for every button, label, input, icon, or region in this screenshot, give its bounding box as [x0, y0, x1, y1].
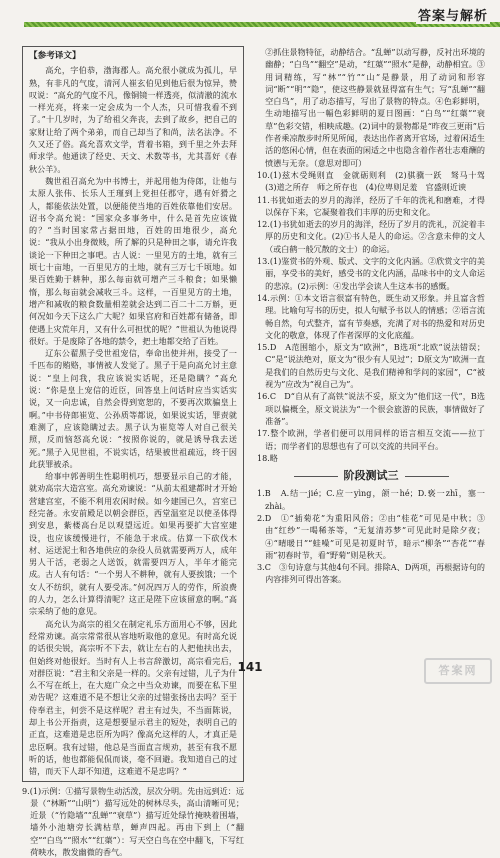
answer-item: 18.略 — [257, 452, 278, 463]
answer-item: 16.C D“自从有了高铁”说法不妥，原文为“他们这一代”，B选项以偏概全，原文说法为“一个很会旅游的民族，事情做好了准备”。 — [257, 391, 485, 426]
answer-item: 17.整个欧洲，学者们便可以用同样的语言相互交流——拉丁语；而学者们的思想也有了可以交流的共同平台。 — [257, 428, 485, 451]
answer-item: ②抓住景物特征，动静结合。“乱蝉”以动写静，反衬出环境的幽静；“白鸟”“翻空”是动，“红蕖”“照水”是静，动静相宜。③用词精练，写“林”“竹”“山”是静景，用了动词和形容词“断”“明”“隐”，使这些静景就显得富有生气；写“乱蝉”“翻空白鸟”，用了动态描写，写出了景物的特点。④色彩鲜明，生动地描写出一幅色彩鲜明的夏日图画：“白鸟”“红蕖”“衰草”色彩交错，相映成趣。(2)词中的景物都是“昨夜三更雨”后作者乘凉散步时所见所闻，表达出作者离开官场，过着闲适生活的悠闲心情，但在表面的闲适之中也隐含着作者壮志难酬的愤懑与无奈。（意思对即可） — [265, 47, 485, 168]
answer-item: 1.B A.结一jié；C.应一yìng，颌一hé；D.亵一zhī，塞一zhài。 — [257, 488, 485, 511]
translation-paragraph: 辽东公翟黑子受世祖宠信，奉命出使并州，接受了一千匹布的贿赂，事情被人发觉了。黑子于是向高允讨主意说：“皇上问我，我应该说实话呢，还是隐瞒？”高允说：“你是皇上宠信的近臣，回答皇上问话时应当实话实说，又一向忠诚，自然会得到宽恕的，不要再次欺骗皇上啊。”中书侍郎崔览、公孙质等都说，如果说实话，罪责就难测了，应该隐瞒过去。黑子认为崔览等人对自己很关照，反而恼怒高允说：“按照你说的，就是诱导我去送死。”黑子入见世祖，不说实话，结果被世祖疏远，终于因此获罪被杀。 — [29, 348, 237, 469]
answer-item: 2.D ①“插菊花”为重阳风俗；②由“桂花”可见是中秋；③由“红纱”一喝稀茶等，“无复清苏梦”可见此时是除夕夜；④“晴暖日”“蛙噪”可见是初夏时节，暗示“柳条”“杏花”“春雨”初春时节，看“野菊”则是秋天。 — [257, 512, 485, 560]
answer-item: 10.(1)兹木受绳则直 金就砺则利 (2)骐骥一跃 驽马十驾 (3)道之所存 师之所存也 (4)位卑则足羞 官盛则近谀 — [257, 169, 494, 193]
page-header — [0, 0, 500, 36]
translation-paragraph: 给事中郭善明生性聪明机巧，想要显示自己的才能，就劝高宗大造宫室。高允劝谏说：“从前太祖建都时才开始营建宫室，不能不利用农闲时候。如今建国已久，宫室已经完备。永安前殿足以朝会群臣，西堂温室足以使圣体得到安息，紫楼高台足以观望远近。如果再要扩大宫室建设，也应该缓慢进行，不能急于求成。估算一下砍伐木材、运送泥土和各地供应的杂役人员就需要两万人，成年男人干活，老弱之人送饭，就需要四万人，半年才能完成。古人有句话：“一个男人不耕种，就有人要挨饿；一个女人不纺织，就有人要受冻。”何况四万人的劳作，所浪费的人力，怎么计算得清呢？这正是陛下应该留意的啊。”高宗采纳了他的意见。 — [29, 471, 237, 617]
page-number: 141 — [237, 660, 263, 674]
reference-translation-title: 【参考译文】 — [29, 51, 81, 61]
answer-item: 13.(1)鉴赏书的外观、版式、文字的文化内涵。②欣赏文字的美丽，享受书的美好，感受书的文化内涵，品味书中的文人命运的悲凉。(2)示例：④发出学会读人生这本书的感慨。 — [257, 256, 485, 291]
answer-item: 12.(1)书犹如逝去的岁月的海洋，经历了岁月的洗礼，沉淀着丰厚的历史和文化。(2)①书人是人的命运。②含意未伸的文人（或白鹤一般冗散的文士）的命运。 — [257, 219, 485, 254]
answer-item: 14.示例：①本文语言很富有特色，既生动又形象。并且富含哲理。比喻句写书的历史，拟人句赋予书以人的情感；②语言流畅自然，句式整齐，富有节奏感，充满了对书的热爱和对历史文化的敬意，体现了作者深厚的文化底蕴。 — [257, 292, 485, 340]
answer-item: 3.C ③句诗意与其他4句不同。排除A、D两项，再根据诗句的内容排列可得出答案。 — [257, 562, 485, 585]
watermark-logo: 答案网 — [424, 658, 492, 684]
section-title-text: 阶段测试三 — [343, 469, 399, 483]
section-title — [257, 470, 485, 482]
answer-item: 11.书犹如逝去的岁月的海洋，经历了千年的洗礼和磨难，才得以保存下来，它凝聚着我们丰厚的历史和文化。 — [257, 194, 485, 217]
right-column — [257, 46, 494, 586]
translation-paragraph: 高允认为高宗的祖父在制定礼乐方面用心不够，因此经常劝谏。高宗常常很从容地听取他的意见。有时高允说的话很尖锐，高宗听不下去，就让左右的人把他扶出去，但始终对他很好。当时有人上书言辞激切，高宗看完后，对群臣说：“君主和父亲是一样的。父亲有过错，儿子为什么不写在纸上，在大庭广众之中当众劝谏，而要在私下里劝告呢？这难道不是不想让父亲的过错张扬出去吗？至于侍奉君主，何尝不是这样呢？君主有过失，不当面陈说，却上书公开指责，这是想要显示君主的短处，表明自己的正直，这难道是忠臣所为吗？像高允这样的人，才真正是忠臣啊。我有过错，他总是当面直言规劝，甚至有我不愿听的话，他也都能侃侃而谈，毫不回避。我知道自己的过错，而天下人却不知道，这难道不是忠吗？” — [29, 618, 237, 777]
translation-paragraph: 魏世祖召高允为中书博士，并起用他为侍郎，让他与太原人张伟、长乐人王瑾到上党担任郡守，遇有奸猾之人，都能依法处置，以便能使当地的百姓依靠他们安居。诏书令高允说：“国家众多事务中，什么是首先应该做的？”当时国家常占据田地，百姓的田地很少，高允说：“我从小出身微贱，所了解的只是种田之事，请允许我谈论一下种田之事吧。古人说：一里见方的土地，就有三顷七十亩地，一百里见方的土地，就有三万七千顷地。如果百姓勤于耕种，那么每亩就可增产三斗粮食；如果懒惰，那么每亩就会减收三斗。这样，一百里见方的土地，增产和减收的粮食数量相差就会达到二百二十二万斛，更何况如今天下这么广大呢？如果官府和百姓都有储备，即使遇上灾荒年月，又有什么可担忧的呢？”世祖认为他说得很好。于是废除了各地的禁令，把土地都交给了百姓。 — [29, 175, 237, 346]
header-title: 答案与解析 — [416, 5, 490, 24]
answer-item: 15.D A范围缩小，原文为“欧洲”，B选项“北欧”说法错误；C“是”说法绝对，原文为“很少有人见过”；D原文为“欧洲一直是我们的自然历史与文化、是我们精神和学问的家园”，C“被视为”应改为“视自己为”。 — [257, 342, 485, 390]
answer-item: 9.(1)示例：①描写景物生动活泼，层次分明。先由远到近：远景（“林断”“山明”）描写远处的树林尽头，高山清晰可见；近景（“竹隐墙”“乱蝉”“衰草”）描写近处绿竹掩映着围墙，墙外小池塘旁长满枯草，蝉声四起。再由下到上（“翻空”“白鸟”“照水”“红蕖”）：写天空白鸟在空中翻飞，下写红荷映水，散发幽微的香气。 — [22, 785, 244, 857]
translation-paragraph: 高允，字伯恭，渤海郡人。高允很小就成为孤儿，早熟，有非凡的气度，清河人崔玄伯见到他后很为惊异，赞叹说：“高允的气度不凡，像铜镜一样透亮，似清澈的流水一样光亮，将来一定会成为一个人杰，只可惜我看不到了。”十几岁时，为了给祖父奔丧，去到了故乡，把自己的家财让给了两个弟弟，而自己却当了和尚，法名法净。不久又还了俗。高允喜欢文学，背着书箱，到千里之外去拜师求学。他通读了经史、天文、术数等书，尤其喜好《春秋公羊》。 — [29, 65, 237, 174]
left-column — [22, 46, 244, 858]
